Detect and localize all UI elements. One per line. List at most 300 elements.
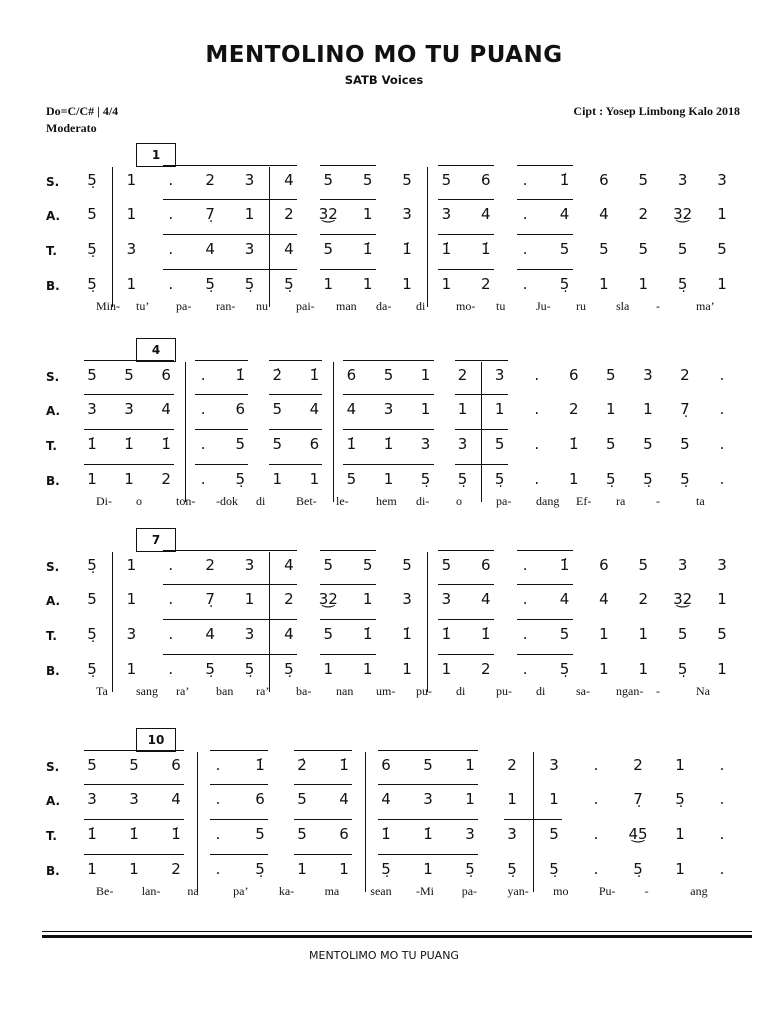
note-s: 4 bbox=[284, 556, 294, 574]
note-b: 1 bbox=[362, 660, 373, 678]
note-a: 7̣ bbox=[205, 205, 215, 223]
page-subtitle: SATB Voices bbox=[344, 73, 424, 87]
note-s: 3 bbox=[643, 366, 653, 384]
lyric-syllable: man bbox=[336, 299, 357, 313]
note-s: 2 bbox=[680, 366, 690, 384]
note-a: 3 bbox=[87, 790, 97, 808]
beam-line bbox=[517, 234, 572, 235]
lyric-syllable: sa- bbox=[576, 684, 590, 698]
note-b: 5̣ bbox=[235, 470, 245, 488]
note-a: . bbox=[719, 400, 725, 418]
note-t: 1 bbox=[638, 625, 649, 643]
beam-line bbox=[202, 269, 297, 270]
beam-line bbox=[210, 784, 268, 785]
lyric-syllable: mo- bbox=[456, 299, 476, 313]
note-t: . bbox=[200, 435, 206, 453]
note-t: 3 bbox=[244, 240, 255, 258]
note-b: 1 bbox=[717, 275, 727, 293]
note-a: 5 bbox=[272, 400, 283, 418]
note-s: 6 bbox=[171, 756, 181, 774]
bar-line bbox=[197, 752, 198, 892]
note-a: 3 bbox=[129, 790, 139, 808]
note-t: 3 bbox=[457, 435, 468, 453]
note-t: 4 bbox=[284, 240, 294, 258]
measure-number: 7 bbox=[136, 528, 176, 552]
note-s: 1̇ bbox=[309, 366, 320, 384]
note-a: 3 bbox=[402, 590, 412, 608]
note-t: 1 bbox=[675, 825, 685, 843]
beam-line bbox=[343, 360, 433, 361]
note-t: 4 bbox=[205, 625, 215, 643]
note-a: 4 bbox=[171, 790, 181, 808]
lyric-syllable: di- bbox=[416, 494, 430, 508]
lyric-syllable: le- bbox=[336, 494, 349, 508]
note-t: 1 bbox=[599, 625, 609, 643]
note-a: 5 bbox=[87, 590, 97, 608]
voice-label-s: S. bbox=[46, 370, 60, 384]
note-t: 6 bbox=[309, 435, 320, 453]
bar-line bbox=[365, 752, 366, 892]
beam-line bbox=[320, 234, 375, 235]
note-a: 1 bbox=[244, 590, 255, 608]
beam-line bbox=[294, 854, 352, 855]
note-a: 1 bbox=[420, 400, 431, 418]
beam-line bbox=[84, 429, 174, 430]
note-s: 3 bbox=[717, 171, 727, 189]
note-b: 5̣ bbox=[494, 470, 505, 488]
voice-label-a: A. bbox=[46, 209, 61, 223]
note-b: 1 bbox=[717, 660, 727, 678]
lyric-syllable: Ju- bbox=[536, 299, 551, 313]
note-s: 5 bbox=[383, 366, 394, 384]
note-t: . bbox=[522, 625, 528, 643]
lyric-syllable: - bbox=[656, 299, 660, 313]
beam-line bbox=[438, 619, 493, 620]
beam-line bbox=[269, 360, 322, 361]
note-t: 5 bbox=[638, 240, 649, 258]
note-a: 1 bbox=[457, 400, 468, 418]
note-s: 3 bbox=[244, 171, 255, 189]
voice-label-t: T. bbox=[46, 829, 57, 843]
note-a: . bbox=[215, 790, 221, 808]
note-s: . bbox=[168, 171, 174, 189]
note-t: 5 bbox=[297, 825, 307, 843]
note-s: 5 bbox=[87, 366, 97, 384]
note-b: . bbox=[719, 470, 725, 488]
note-s: 2 bbox=[507, 756, 517, 774]
note-s: 2 bbox=[457, 366, 468, 384]
note-b: 5̣ bbox=[606, 470, 616, 488]
lyric-syllable: nan bbox=[336, 684, 354, 698]
beam-line bbox=[517, 199, 572, 200]
lyric-syllable: o bbox=[136, 494, 142, 508]
lyric-syllable: ma’ bbox=[696, 299, 715, 313]
note-a: 7̣ bbox=[205, 590, 215, 608]
lyric-syllable: Ef- bbox=[576, 494, 592, 508]
note-a: 1 bbox=[717, 590, 727, 608]
note-s: 3 bbox=[494, 366, 505, 384]
note-b: 1 bbox=[126, 275, 137, 293]
note-s: 5 bbox=[124, 366, 134, 384]
beam-line bbox=[84, 819, 184, 820]
beam-line bbox=[438, 654, 493, 655]
lyric-syllable: um- bbox=[376, 684, 396, 698]
beam-line bbox=[202, 165, 297, 166]
note-b: 5̣ bbox=[284, 275, 294, 293]
note-a: 4 bbox=[559, 590, 570, 608]
note-a: 3 bbox=[124, 400, 134, 418]
lyric-syllable: di bbox=[456, 684, 466, 698]
note-b: 5̣ bbox=[205, 275, 215, 293]
note-t: 3 bbox=[420, 435, 431, 453]
note-t: 1̇ bbox=[568, 435, 579, 453]
beam-line bbox=[517, 550, 572, 551]
note-a: 4 bbox=[339, 790, 349, 808]
note-s: 5 bbox=[638, 556, 649, 574]
lyric-syllable: da- bbox=[376, 299, 392, 313]
note-t: 3 bbox=[126, 625, 137, 643]
note-s: 5 bbox=[323, 171, 334, 189]
lyric-syllable: pu- bbox=[416, 684, 432, 698]
bar-line bbox=[112, 552, 113, 692]
note-b: 1 bbox=[675, 860, 685, 878]
bar-line bbox=[185, 362, 186, 502]
voice-label-s: S. bbox=[46, 175, 60, 189]
beam-line bbox=[84, 750, 184, 751]
note-t: 5 bbox=[606, 435, 616, 453]
note-a: 4 bbox=[559, 205, 570, 223]
note-t: 1̇ bbox=[423, 825, 433, 843]
note-b: . bbox=[200, 470, 206, 488]
lyric-syllable: - bbox=[656, 494, 660, 508]
note-t: 5̣ bbox=[87, 625, 97, 643]
note-t: 3 bbox=[507, 825, 517, 843]
note-t: 5 bbox=[255, 825, 265, 843]
beam-line bbox=[294, 784, 352, 785]
beam-line bbox=[84, 360, 174, 361]
beam-line bbox=[438, 234, 493, 235]
beam-line bbox=[517, 619, 572, 620]
note-a: 1 bbox=[643, 400, 653, 418]
beam-line bbox=[320, 550, 375, 551]
note-t: 1̇ bbox=[383, 435, 394, 453]
beam-line bbox=[210, 854, 268, 855]
note-s: 5 bbox=[402, 556, 412, 574]
note-s: 5 bbox=[402, 171, 412, 189]
note-b: 1 bbox=[638, 275, 649, 293]
note-a: 4 bbox=[346, 400, 357, 418]
bar-line bbox=[533, 752, 534, 892]
note-s: 5 bbox=[323, 556, 334, 574]
beam-line bbox=[202, 550, 297, 551]
note-a: 4 bbox=[480, 590, 491, 608]
note-a: . bbox=[168, 590, 174, 608]
beam-line bbox=[294, 750, 352, 751]
lyric-syllable: ka- bbox=[278, 884, 295, 898]
note-t: 3 bbox=[126, 240, 137, 258]
note-a: 6 bbox=[255, 790, 265, 808]
note-s: 3 bbox=[549, 756, 559, 774]
note-b: 5̣ bbox=[680, 470, 690, 488]
lyric-syllable: pa- bbox=[176, 299, 192, 313]
note-a: 6 bbox=[235, 400, 245, 418]
beam-line bbox=[438, 165, 493, 166]
note-b: 2 bbox=[480, 660, 491, 678]
note-a: 7̣ bbox=[633, 790, 643, 808]
note-t: 5 bbox=[559, 240, 570, 258]
voice-label-s: S. bbox=[46, 760, 60, 774]
note-b: 5̣ bbox=[284, 660, 294, 678]
note-s: 2 bbox=[633, 756, 643, 774]
note-b: 5̣ bbox=[643, 470, 653, 488]
note-t: 1̇ bbox=[171, 825, 181, 843]
note-b: 2 bbox=[480, 275, 491, 293]
beam-line bbox=[343, 429, 433, 430]
lyric-syllable: sang bbox=[136, 684, 158, 698]
note-a: 3 bbox=[441, 205, 452, 223]
beam-line bbox=[438, 550, 493, 551]
note-b: 1 bbox=[402, 660, 412, 678]
note-a: 3 bbox=[383, 400, 394, 418]
lyric-syllable: pu- bbox=[496, 684, 512, 698]
note-a: . bbox=[522, 205, 528, 223]
note-s: 1̇ bbox=[339, 756, 349, 774]
lyric-syllable: ngan- bbox=[616, 684, 644, 698]
note-b: 5̣ bbox=[205, 660, 215, 678]
note-a: 3 bbox=[402, 205, 412, 223]
note-t: 1̇ bbox=[124, 435, 134, 453]
footer-rule-thick bbox=[42, 935, 752, 938]
lyric-syllable: mo bbox=[553, 884, 569, 898]
note-a: 5̣ bbox=[675, 790, 685, 808]
note-s: . bbox=[719, 366, 725, 384]
beam-line bbox=[320, 619, 375, 620]
lyric-syllable: pa- bbox=[461, 884, 478, 898]
beam-line bbox=[320, 584, 375, 585]
note-t: 4͜5 bbox=[628, 825, 648, 843]
note-s: 1 bbox=[420, 366, 431, 384]
note-s: 2 bbox=[205, 171, 215, 189]
note-t: 1̇ bbox=[402, 240, 412, 258]
note-t: 1̇ bbox=[480, 625, 491, 643]
beam-line bbox=[202, 234, 297, 235]
lyric-syllable: ra bbox=[616, 494, 626, 508]
note-s: 5 bbox=[441, 556, 452, 574]
note-b: 1 bbox=[568, 470, 579, 488]
note-s: 6 bbox=[480, 171, 491, 189]
lyric-syllable: ta bbox=[696, 494, 705, 508]
note-a: 1 bbox=[465, 790, 475, 808]
beam-line bbox=[438, 269, 493, 270]
note-t: 5 bbox=[643, 435, 653, 453]
note-a: 5 bbox=[297, 790, 307, 808]
note-a: 1 bbox=[717, 205, 727, 223]
note-b: 1 bbox=[441, 275, 452, 293]
note-s: 6 bbox=[161, 366, 171, 384]
lyric-syllable: -Mi bbox=[416, 884, 434, 898]
voice-label-b: B. bbox=[46, 279, 60, 293]
note-a: 4 bbox=[381, 790, 391, 808]
note-a: 3͜2 bbox=[673, 590, 693, 608]
voice-label-b: B. bbox=[46, 864, 60, 878]
lyric-syllable: - bbox=[656, 684, 660, 698]
note-b: 1 bbox=[599, 275, 609, 293]
note-b: 5̣ bbox=[244, 275, 255, 293]
lyric-syllable: di bbox=[256, 494, 266, 508]
lyric-syllable: sla bbox=[616, 299, 630, 313]
note-b: 2 bbox=[161, 470, 171, 488]
note-a: 3 bbox=[87, 400, 97, 418]
note-b: 1 bbox=[309, 470, 320, 488]
beam-line bbox=[517, 654, 572, 655]
note-b: 5̣ bbox=[559, 275, 570, 293]
note-b: 5̣ bbox=[465, 860, 475, 878]
note-a: 7̣ bbox=[680, 400, 690, 418]
note-s: 3 bbox=[244, 556, 255, 574]
bar-line bbox=[269, 167, 270, 307]
note-t: . bbox=[168, 240, 174, 258]
score-system-2 bbox=[0, 338, 768, 528]
voice-label-b: B. bbox=[46, 474, 60, 488]
note-t: 1̇ bbox=[87, 435, 97, 453]
lyric-syllable: tu bbox=[496, 299, 506, 313]
note-s: 6 bbox=[346, 366, 357, 384]
bar-line bbox=[427, 167, 428, 307]
note-s: 1 bbox=[675, 756, 685, 774]
note-t: . bbox=[522, 240, 528, 258]
note-a: 3 bbox=[423, 790, 433, 808]
note-b: . bbox=[534, 470, 540, 488]
note-b: 5̣ bbox=[549, 860, 559, 878]
note-b: 5̣ bbox=[87, 660, 97, 678]
note-t: 5 bbox=[323, 625, 334, 643]
note-t: . bbox=[719, 435, 725, 453]
lyric-syllable: ban bbox=[216, 684, 234, 698]
note-s: 3 bbox=[677, 171, 688, 189]
note-b: 2 bbox=[171, 860, 181, 878]
note-b: 5̣ bbox=[244, 660, 255, 678]
note-s: 3 bbox=[717, 556, 727, 574]
note-s: 6 bbox=[599, 556, 609, 574]
note-a: 2 bbox=[638, 590, 649, 608]
lyric-syllable: sean bbox=[370, 884, 392, 898]
lyric-syllable: -dok bbox=[216, 494, 238, 508]
note-s: . bbox=[200, 366, 206, 384]
tempo-marking: Moderato bbox=[46, 121, 97, 135]
beam-line bbox=[202, 199, 297, 200]
note-b: . bbox=[215, 860, 221, 878]
score-system-4 bbox=[0, 728, 768, 918]
lyric-syllable: ran- bbox=[216, 299, 236, 313]
note-s: 6 bbox=[381, 756, 391, 774]
note-b: 5̣ bbox=[381, 860, 391, 878]
note-b: 5̣ bbox=[507, 860, 517, 878]
note-t: 5 bbox=[717, 240, 727, 258]
note-t: 1̇ bbox=[402, 625, 412, 643]
note-a: 1 bbox=[126, 590, 137, 608]
lyric-syllable: pa- bbox=[496, 494, 512, 508]
note-b: 1 bbox=[423, 860, 433, 878]
note-a: 1 bbox=[507, 790, 517, 808]
lyric-syllable: Min- bbox=[96, 299, 120, 313]
note-s: 6 bbox=[480, 556, 491, 574]
note-a: . bbox=[593, 790, 599, 808]
lyric-syllable: ton- bbox=[176, 494, 196, 508]
note-b: 1 bbox=[441, 660, 452, 678]
beam-line bbox=[84, 464, 174, 465]
beam-line bbox=[84, 784, 184, 785]
note-a: 5 bbox=[87, 205, 97, 223]
beam-line bbox=[438, 584, 493, 585]
voice-label-t: T. bbox=[46, 439, 57, 453]
note-a: 1 bbox=[244, 205, 255, 223]
note-t: 6 bbox=[339, 825, 349, 843]
note-t: . bbox=[593, 825, 599, 843]
note-b: 1 bbox=[124, 470, 134, 488]
note-b: 5̣ bbox=[559, 660, 570, 678]
note-a: . bbox=[534, 400, 540, 418]
note-a: 4 bbox=[599, 205, 609, 223]
note-s: 5 bbox=[606, 366, 616, 384]
note-b: 1 bbox=[323, 275, 334, 293]
note-s: 1̇ bbox=[559, 171, 570, 189]
lyric-syllable: yan- bbox=[507, 884, 529, 898]
lyric-syllable: tu’ bbox=[136, 299, 150, 313]
note-s: . bbox=[168, 556, 174, 574]
note-a: 3͜2 bbox=[318, 205, 338, 223]
beam-line bbox=[269, 429, 322, 430]
beam-line bbox=[517, 165, 572, 166]
note-b: . bbox=[719, 860, 725, 878]
note-s: 1 bbox=[126, 171, 137, 189]
lyric-syllable: Be- bbox=[96, 884, 114, 898]
lyric-syllable: pa’ bbox=[233, 884, 249, 898]
note-s: . bbox=[593, 756, 599, 774]
note-t: 1̇ bbox=[441, 240, 452, 258]
note-s: 1 bbox=[465, 756, 475, 774]
note-a: 3͜2 bbox=[673, 205, 693, 223]
beam-line bbox=[320, 654, 375, 655]
note-s: 6 bbox=[568, 366, 579, 384]
note-b: 1 bbox=[599, 660, 609, 678]
note-t: . bbox=[215, 825, 221, 843]
note-s: 5 bbox=[362, 556, 373, 574]
note-s: 5 bbox=[362, 171, 373, 189]
note-a: . bbox=[522, 590, 528, 608]
note-t: 5̣ bbox=[87, 240, 97, 258]
note-b: 1 bbox=[323, 660, 334, 678]
lyric-syllable: ba- bbox=[296, 684, 312, 698]
note-a: 2 bbox=[284, 205, 294, 223]
note-b: 1 bbox=[87, 470, 97, 488]
lyric-syllable: lan- bbox=[141, 884, 161, 898]
note-a: 4 bbox=[480, 205, 491, 223]
note-a: 1 bbox=[606, 400, 616, 418]
note-t: 4 bbox=[205, 240, 215, 258]
note-s: . bbox=[719, 756, 725, 774]
note-t: 1̇ bbox=[381, 825, 391, 843]
note-t: 5 bbox=[717, 625, 727, 643]
composer-credit: Cipt : Yosep Limbong Kalo 2018 bbox=[573, 104, 740, 118]
lyric-syllable: ma bbox=[324, 884, 340, 898]
note-t: 5 bbox=[235, 435, 245, 453]
note-t: 1̇ bbox=[441, 625, 452, 643]
note-s: 2̇ bbox=[297, 756, 307, 774]
note-b: . bbox=[522, 660, 528, 678]
note-b: 5̣ bbox=[87, 275, 97, 293]
score-system-1 bbox=[0, 143, 768, 333]
lyric-syllable: Pu- bbox=[598, 884, 616, 898]
